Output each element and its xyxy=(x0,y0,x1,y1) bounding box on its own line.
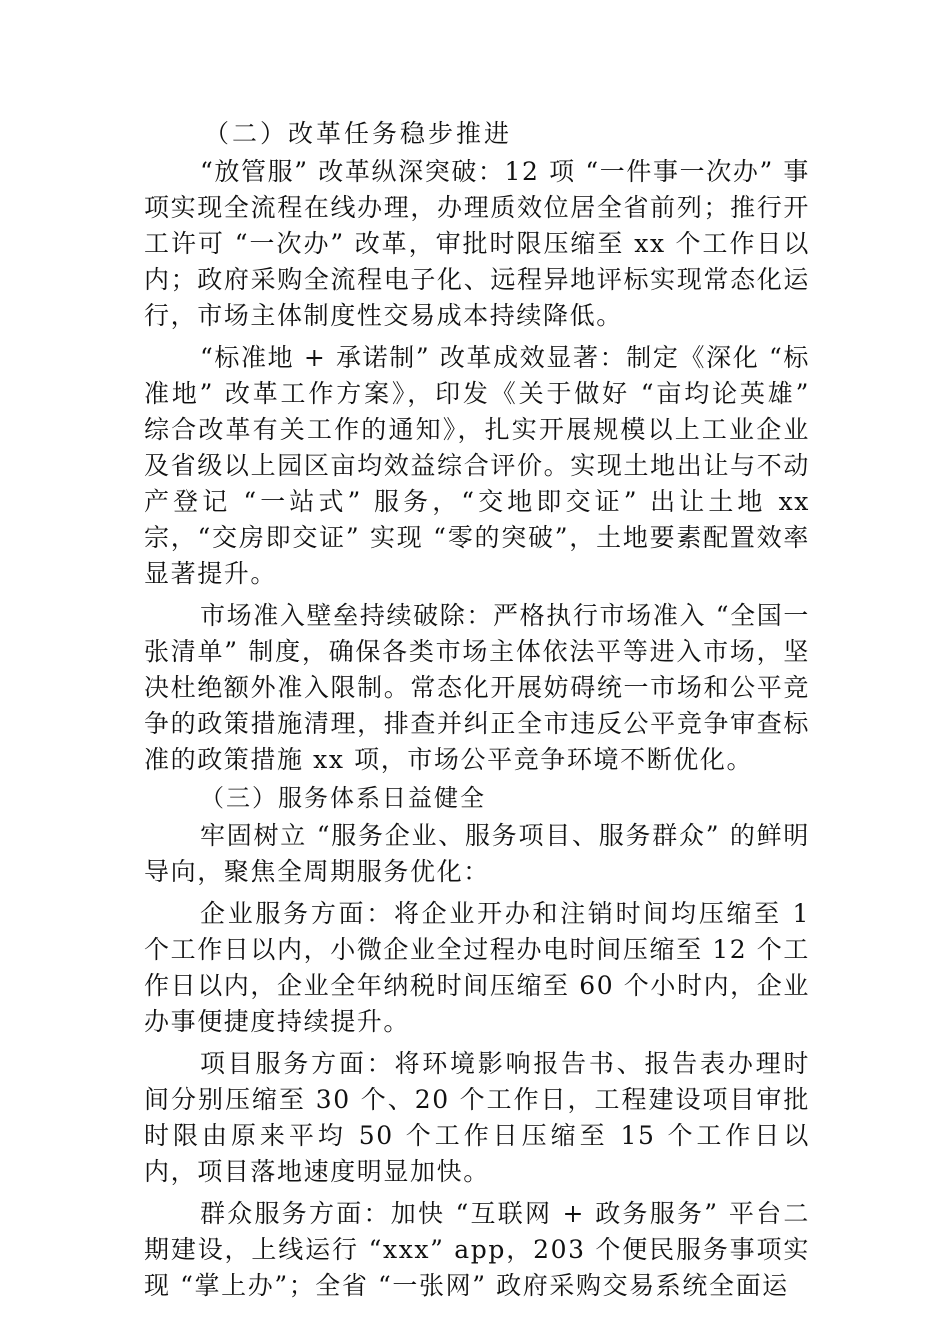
paragraph-market-access: 市场准入壁垒持续破除：严格执行市场准入 “全国一张清单” 制度，确保各类市场主体依法平等进入市场，坚决杜绝额外准入限制。常态化开展妨碍统一市场和公平竞争的政策措施清理，排查并纠正全市违反公平竞争审查标准的政策措施 xx 项，市场公平竞争环境不断优化。 xyxy=(144,601,810,774)
paragraph-public-service: 群众服务方面：加快 “互联网 + 政务服务” 平台二期建设，上线运行 “xxx” app，203 个便民服务事项实现 “掌上办”；全省 “一张网” 政府采购交易系统全面运 xyxy=(144,1199,810,1300)
section-heading-service-system: （三）服务体系日益健全 xyxy=(200,784,486,812)
section-heading-reform-tasks: （二）改革任务稳步推进 xyxy=(204,119,513,148)
paragraph-fangguanfu-reform: “放管服” 改革纵深突破：12 项 “一件事一次办” 事项实现全流程在线办理，办理质效位居全省前列；推行开工许可 “一次办” 改革，审批时限压缩至 xx 个工作日以内；政府采购全流程电子化、远程异地评标实现常态化运行，市场主体制度性交易成本持续降低。 xyxy=(144,157,810,330)
paragraph-service-orientation: 牢固树立 “服务企业、服务项目、服务群众” 的鲜明导向，聚焦全周期服务优化： xyxy=(144,821,810,886)
paragraph-project-service: 项目服务方面：将环境影响报告书、报告表办理时间分别压缩至 30 个、20 个工作日，工程建设项目审批时限由原来平均 50 个工作日压缩至 15 个工作日以内，项目落地速度明显加快。 xyxy=(144,1049,810,1186)
document-page xyxy=(144,114,810,1304)
paragraph-enterprise-service: 企业服务方面：将企业开办和注销时间均压缩至 1 个工作日以内，小微企业全过程办电时间压缩至 12 个工作日以内，企业全年纳税时间压缩至 60 个小时内，企业办事便捷度持续提升。 xyxy=(144,899,810,1036)
paragraph-standard-land-reform: “标准地 + 承诺制” 改革成效显著：制定《深化 “标准地” 改革工作方案》，印发《关于做好 “亩均论英雄” 综合改革有关工作的通知》，扎实开展规模以上工业企业及省级以上园区亩均效益综合评价。实现土地出让与不动产登记 “一站式” 服务，“交地即交证” 出让土地 xx 宗，“交房即交证” 实现 “零的突破”，土地要素配置效率显著提升。 xyxy=(144,343,810,588)
